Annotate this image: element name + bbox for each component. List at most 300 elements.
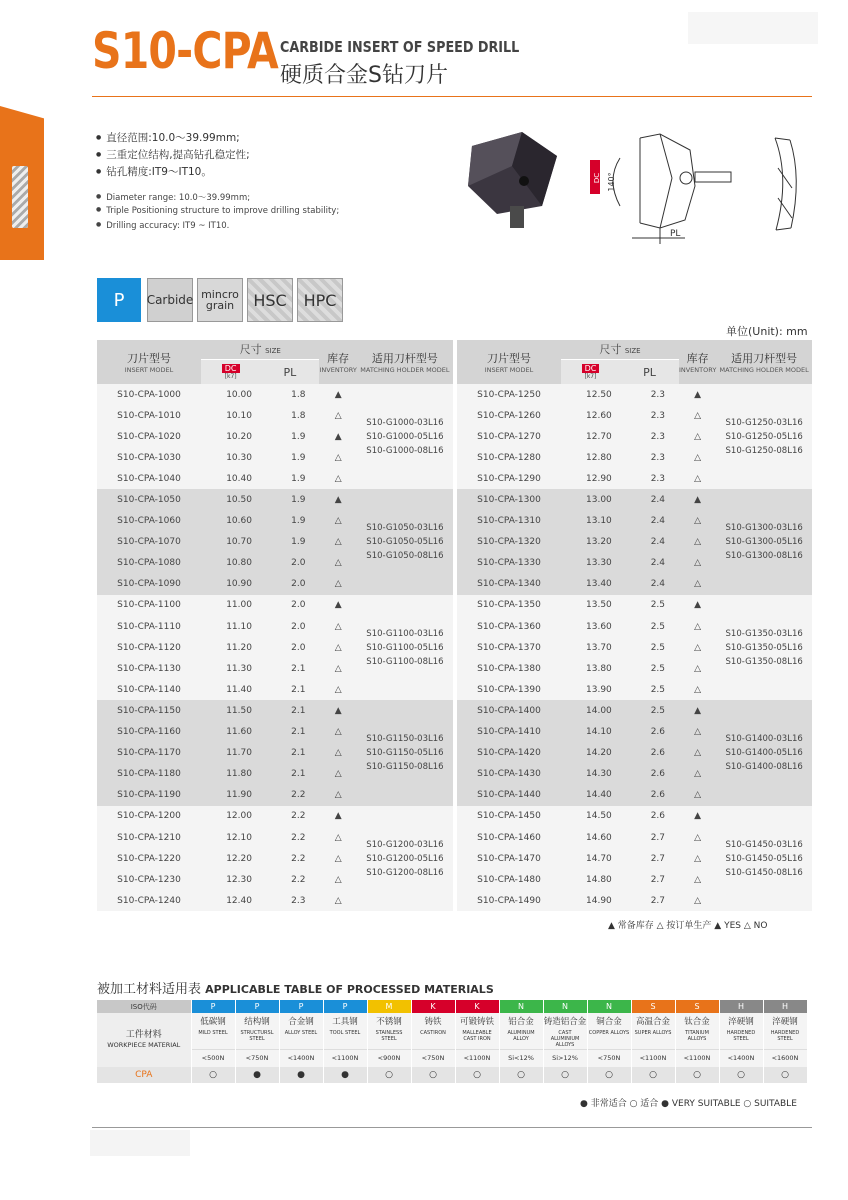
pl-value: 2.1 xyxy=(277,658,319,679)
pl-value: 1.9 xyxy=(277,489,319,510)
materials-title xyxy=(97,978,494,997)
diagram-pl-label: PL xyxy=(670,229,681,239)
material-name: 合金钢 ALLOY STEEL xyxy=(279,1013,323,1049)
pl-value: 2.7 xyxy=(637,848,679,869)
dc-value: 13.10 xyxy=(561,511,637,532)
insert-model: S10-CPA-1180 xyxy=(97,764,201,785)
dc-value: 14.80 xyxy=(561,869,637,890)
feature-en-3: ● Drilling accuracy: IT9 ~ IT10. xyxy=(96,221,229,231)
stock-mark: ▲ xyxy=(319,806,356,827)
material-strength: <1100N xyxy=(323,1049,367,1067)
dc-value: 13.30 xyxy=(561,553,637,574)
dc-value: 14.00 xyxy=(561,700,637,721)
insert-model: S10-CPA-1190 xyxy=(97,785,201,806)
dc-value: 13.70 xyxy=(561,637,637,658)
stock-mark: ▲ xyxy=(679,489,716,510)
badge-p: P xyxy=(97,278,141,322)
dc-value: 14.70 xyxy=(561,848,637,869)
suitability-mark: ○ xyxy=(499,1067,543,1083)
stock-mark: △ xyxy=(319,848,356,869)
material-strength: <1100N xyxy=(675,1049,719,1067)
pl-value: 2.5 xyxy=(637,658,679,679)
material-name: 铜合金 COPPER ALLOYS xyxy=(587,1013,631,1049)
stock-mark: △ xyxy=(679,679,716,700)
pl-value: 2.3 xyxy=(637,468,679,489)
insert-model: S10-CPA-1370 xyxy=(457,637,561,658)
badge-hsc: HSC xyxy=(247,278,293,322)
suitability-mark: ○ xyxy=(631,1067,675,1083)
drill-icon xyxy=(12,166,28,228)
dc-value: 11.30 xyxy=(201,658,277,679)
insert-model: S10-CPA-1260 xyxy=(457,405,561,426)
material-strength: <1100N xyxy=(631,1049,675,1067)
stock-mark: △ xyxy=(679,637,716,658)
holder-models: S10-G1100-03L16 S10-G1100-05L16 S10-G1100-08L16 xyxy=(357,595,453,700)
unit-label: 单位(Unit): mm xyxy=(726,325,808,338)
stock-mark: △ xyxy=(319,658,356,679)
material-strength: <1100N xyxy=(455,1049,499,1067)
stock-mark: ▲ xyxy=(319,595,356,616)
dc-value: 10.40 xyxy=(201,468,277,489)
insert-model: S10-CPA-1230 xyxy=(97,869,201,890)
diagram-angle: 140° xyxy=(607,172,616,192)
insert-model: S10-CPA-1480 xyxy=(457,869,561,890)
pl-value: 2.3 xyxy=(637,405,679,426)
holder-models: S10-G1150-03L16 S10-G1150-05L16 S10-G1150-08L16 xyxy=(357,700,453,805)
suitability-mark: ○ xyxy=(675,1067,719,1083)
dc-value: 13.60 xyxy=(561,616,637,637)
row-label: CPA xyxy=(97,1067,191,1083)
col-size: 尺寸 SIZE DC [k7] PL xyxy=(201,340,319,384)
pl-value: 1.8 xyxy=(277,384,319,405)
pl-value: 2.5 xyxy=(637,700,679,721)
dc-value: 10.60 xyxy=(201,511,277,532)
insert-model: S10-CPA-1390 xyxy=(457,679,561,700)
materials-legend: ● 非常适合 ○ 适合 ● VERY SUITABLE ○ SUITABLE xyxy=(580,1099,797,1109)
dc-value: 10.80 xyxy=(201,553,277,574)
pl-value: 1.9 xyxy=(277,447,319,468)
insert-model: S10-CPA-1270 xyxy=(457,426,561,447)
suitability-mark: ○ xyxy=(191,1067,235,1083)
material-name: 铸造铝合金 CAST ALUMINIUM ALLOYS xyxy=(543,1013,587,1049)
insert-model: S10-CPA-1410 xyxy=(457,722,561,743)
stock-legend: ▲ 常备库存 △ 按订单生产 ▲ YES △ NO xyxy=(608,921,768,931)
stock-mark: △ xyxy=(319,405,356,426)
insert-model: S10-CPA-1430 xyxy=(457,764,561,785)
pl-value: 2.1 xyxy=(277,722,319,743)
insert-model: S10-CPA-1320 xyxy=(457,532,561,553)
iso-code: N xyxy=(499,1000,543,1013)
iso-code: P xyxy=(323,1000,367,1013)
material-name: 不锈钢 STAINLESS STEEL xyxy=(367,1013,411,1049)
stock-mark: ▲ xyxy=(319,489,356,510)
material-name: 高温合金 SUPER ALLOYS xyxy=(631,1013,675,1049)
insert-model: S10-CPA-1490 xyxy=(457,890,561,911)
stock-mark: △ xyxy=(679,869,716,890)
table-row xyxy=(457,384,812,405)
feature-en-1: ● Diameter range: 10.0～39.99mm; xyxy=(96,191,250,203)
title-cn: 硬质合金S钻刀片 xyxy=(280,63,448,88)
iso-code: N xyxy=(587,1000,631,1013)
holder-models: S10-G1400-03L16 S10-G1400-05L16 S10-G1400-08L16 xyxy=(716,700,812,805)
material-name: 淬硬钢 HARDENED STEEL xyxy=(719,1013,763,1049)
header-blank-box xyxy=(688,12,818,44)
stock-mark: △ xyxy=(679,743,716,764)
pl-value: 1.9 xyxy=(277,511,319,532)
pl-value: 1.8 xyxy=(277,405,319,426)
header-rule xyxy=(92,96,812,97)
table-row xyxy=(97,806,453,827)
stock-mark: △ xyxy=(679,827,716,848)
iso-code: P xyxy=(191,1000,235,1013)
diagram-dc-label: DC xyxy=(593,172,601,184)
table-row xyxy=(457,595,812,616)
col-size: 尺寸 SIZE DC [k7] PL xyxy=(561,340,679,384)
stock-mark: △ xyxy=(679,468,716,489)
stock-mark: △ xyxy=(319,785,356,806)
pl-value: 2.4 xyxy=(637,574,679,595)
material-name: 低碳钢 MILD STEEL xyxy=(191,1013,235,1049)
stock-mark: △ xyxy=(679,426,716,447)
footer-blank-box xyxy=(90,1130,190,1156)
insert-model: S10-CPA-1200 xyxy=(97,806,201,827)
suitability-mark: ○ xyxy=(719,1067,763,1083)
materials-table xyxy=(97,1000,808,1083)
col-model: 刀片型号 INSERT MODEL xyxy=(97,340,201,384)
stock-mark: ▲ xyxy=(319,426,356,447)
suitability-mark: ● xyxy=(323,1067,367,1083)
suitability-mark: ○ xyxy=(543,1067,587,1083)
stock-mark: △ xyxy=(319,679,356,700)
stock-mark: ▲ xyxy=(679,595,716,616)
pl-value: 2.6 xyxy=(637,722,679,743)
stock-mark: △ xyxy=(319,447,356,468)
insert-model: S10-CPA-1210 xyxy=(97,827,201,848)
stock-mark: △ xyxy=(319,553,356,574)
suitability-mark: ● xyxy=(279,1067,323,1083)
feature-cn-3: ● 钻孔精度:IT9～IT10。 xyxy=(96,164,212,179)
material-name: 铸铁 CASTIRON xyxy=(411,1013,455,1049)
material-strength: Si>12% xyxy=(543,1049,587,1067)
insert-model: S10-CPA-1100 xyxy=(97,595,201,616)
pl-value: 2.5 xyxy=(637,637,679,658)
dc-value: 12.70 xyxy=(561,426,637,447)
iso-code: M xyxy=(367,1000,411,1013)
insert-model: S10-CPA-1350 xyxy=(457,595,561,616)
material-strength: <750N xyxy=(411,1049,455,1067)
dc-value: 14.40 xyxy=(561,785,637,806)
suitability-mark: ○ xyxy=(367,1067,411,1083)
material-name: 钛合金 TITANIUM ALLOYS xyxy=(675,1013,719,1049)
dc-value: 12.20 xyxy=(201,848,277,869)
feature-en-2: ● Triple Positioning structure to improve drilling stability; xyxy=(96,206,339,216)
col-model: 刀片型号 INSERT MODEL xyxy=(457,340,561,384)
stock-mark: △ xyxy=(679,848,716,869)
pl-value: 2.6 xyxy=(637,764,679,785)
material-strength: <750N xyxy=(235,1049,279,1067)
insert-table-right xyxy=(457,340,812,911)
stock-mark: △ xyxy=(319,764,356,785)
insert-model: S10-CPA-1470 xyxy=(457,848,561,869)
table-row xyxy=(97,384,453,405)
dc-value: 12.90 xyxy=(561,468,637,489)
stock-mark: ▲ xyxy=(679,384,716,405)
dc-value: 14.60 xyxy=(561,827,637,848)
holder-models: S10-G1350-03L16 S10-G1350-05L16 S10-G1350-08L16 xyxy=(716,595,812,700)
material-strength: <900N xyxy=(367,1049,411,1067)
stock-mark: △ xyxy=(679,405,716,426)
table-row xyxy=(97,595,453,616)
dc-value: 10.00 xyxy=(201,384,277,405)
iso-code: H xyxy=(719,1000,763,1013)
dc-value: 11.40 xyxy=(201,679,277,700)
workpiece-label: 工件材料 WORKPIECE MATERIAL xyxy=(97,1013,191,1067)
stock-mark: △ xyxy=(679,511,716,532)
iso-code: S xyxy=(675,1000,719,1013)
insert-model: S10-CPA-1040 xyxy=(97,468,201,489)
dc-value: 13.20 xyxy=(561,532,637,553)
footer-rule xyxy=(92,1127,812,1128)
pl-value: 2.7 xyxy=(637,869,679,890)
dc-value: 11.80 xyxy=(201,764,277,785)
insert-model: S10-CPA-1000 xyxy=(97,384,201,405)
table-row xyxy=(457,700,812,721)
pl-value: 2.0 xyxy=(277,553,319,574)
stock-mark: △ xyxy=(319,616,356,637)
material-strength: <500N xyxy=(191,1049,235,1067)
material-name: 可锻铸铁 MALLEABLE CAST IRON xyxy=(455,1013,499,1049)
iso-label: ISO代码 xyxy=(97,1000,191,1013)
insert-model: S10-CPA-1160 xyxy=(97,722,201,743)
stock-mark: ▲ xyxy=(679,700,716,721)
stock-mark: △ xyxy=(319,890,356,911)
pl-value: 2.5 xyxy=(637,679,679,700)
iso-code: K xyxy=(455,1000,499,1013)
insert-model: S10-CPA-1110 xyxy=(97,616,201,637)
dc-value: 14.50 xyxy=(561,806,637,827)
stock-mark: △ xyxy=(679,532,716,553)
dc-value: 11.10 xyxy=(201,616,277,637)
material-strength: <1400N xyxy=(279,1049,323,1067)
iso-code: P xyxy=(235,1000,279,1013)
insert-model: S10-CPA-1170 xyxy=(97,743,201,764)
iso-code: N xyxy=(543,1000,587,1013)
insert-model: S10-CPA-1150 xyxy=(97,700,201,721)
stock-mark: △ xyxy=(679,574,716,595)
col-holder: 适用刀杆型号 MATCHING HOLDER MODEL xyxy=(357,340,453,384)
pl-value: 2.2 xyxy=(277,848,319,869)
materials-title-cn: 被加工材料适用表 xyxy=(97,982,202,997)
dc-value: 13.50 xyxy=(561,595,637,616)
stock-mark: △ xyxy=(319,532,356,553)
pl-value: 2.0 xyxy=(277,574,319,595)
material-name: 工具钢 TOOL STEEL xyxy=(323,1013,367,1049)
dc-value: 11.20 xyxy=(201,637,277,658)
holder-models: S10-G1050-03L16 S10-G1050-05L16 S10-G1050-08L16 xyxy=(357,489,453,594)
dc-value: 13.00 xyxy=(561,489,637,510)
material-name: 结构钢 STRUCTURSL STEEL xyxy=(235,1013,279,1049)
technical-drawing xyxy=(580,128,820,248)
stock-mark: △ xyxy=(319,468,356,489)
badge-hpc: HPC xyxy=(297,278,343,322)
dc-value: 13.40 xyxy=(561,574,637,595)
insert-model: S10-CPA-1380 xyxy=(457,658,561,679)
suitability-mark: ● xyxy=(235,1067,279,1083)
iso-code: S xyxy=(631,1000,675,1013)
stock-mark: △ xyxy=(319,637,356,658)
dc-value: 11.70 xyxy=(201,743,277,764)
pl-value: 2.2 xyxy=(277,806,319,827)
insert-model: S10-CPA-1070 xyxy=(97,532,201,553)
stock-mark: △ xyxy=(679,764,716,785)
title-en: CARBIDE INSERT OF SPEED DRILL xyxy=(280,38,520,56)
pl-value: 2.7 xyxy=(637,827,679,848)
pl-value: 2.0 xyxy=(277,637,319,658)
stock-mark: △ xyxy=(319,743,356,764)
stock-mark: △ xyxy=(679,447,716,468)
dc-value: 12.00 xyxy=(201,806,277,827)
pl-value: 2.2 xyxy=(277,785,319,806)
pl-value: 2.7 xyxy=(637,890,679,911)
stock-mark: △ xyxy=(679,616,716,637)
stock-mark: △ xyxy=(319,511,356,532)
insert-model: S10-CPA-1120 xyxy=(97,637,201,658)
iso-code: K xyxy=(411,1000,455,1013)
pl-value: 2.1 xyxy=(277,764,319,785)
material-strength: <1400N xyxy=(719,1049,763,1067)
stock-mark: △ xyxy=(679,553,716,574)
stock-mark: ▲ xyxy=(679,806,716,827)
table-row xyxy=(97,700,453,721)
insert-model: S10-CPA-1020 xyxy=(97,426,201,447)
dc-value: 10.50 xyxy=(201,489,277,510)
pl-value: 2.4 xyxy=(637,511,679,532)
insert-model: S10-CPA-1450 xyxy=(457,806,561,827)
badge-carbide: Carbide xyxy=(147,278,193,322)
material-strength: Si<12% xyxy=(499,1049,543,1067)
insert-model: S10-CPA-1050 xyxy=(97,489,201,510)
pl-value: 1.9 xyxy=(277,468,319,489)
insert-model: S10-CPA-1300 xyxy=(457,489,561,510)
material-name: 淬硬钢 HARDENED STEEL xyxy=(763,1013,807,1049)
stock-mark: △ xyxy=(319,722,356,743)
insert-photo xyxy=(462,126,562,236)
insert-table-left xyxy=(97,340,453,911)
insert-model: S10-CPA-1080 xyxy=(97,553,201,574)
insert-model: S10-CPA-1420 xyxy=(457,743,561,764)
pl-value: 2.2 xyxy=(277,827,319,848)
insert-model: S10-CPA-1400 xyxy=(457,700,561,721)
dc-value: 10.90 xyxy=(201,574,277,595)
insert-model: S10-CPA-1140 xyxy=(97,679,201,700)
pl-value: 2.6 xyxy=(637,785,679,806)
dc-value: 14.30 xyxy=(561,764,637,785)
pl-value: 2.6 xyxy=(637,743,679,764)
pl-value: 2.0 xyxy=(277,616,319,637)
suitability-mark: ○ xyxy=(587,1067,631,1083)
suitability-mark: ○ xyxy=(411,1067,455,1083)
feature-cn-1: ● 直径范围:10.0～39.99mm; xyxy=(96,130,240,145)
insert-model: S10-CPA-1010 xyxy=(97,405,201,426)
pl-value: 2.5 xyxy=(637,595,679,616)
stock-mark: △ xyxy=(319,827,356,848)
insert-model: S10-CPA-1280 xyxy=(457,447,561,468)
feature-cn-2: ● 三重定位结构,提高钻孔稳定性; xyxy=(96,147,250,162)
col-stock: 库存 INVENTORY xyxy=(319,340,356,384)
iso-code: P xyxy=(279,1000,323,1013)
table-row xyxy=(457,489,812,510)
materials-title-en: APPLICABLE TABLE OF PROCESSED MATERIALS xyxy=(205,983,494,996)
dc-value: 14.10 xyxy=(561,722,637,743)
dc-value: 11.00 xyxy=(201,595,277,616)
pl-value: 2.5 xyxy=(637,616,679,637)
dc-value: 11.90 xyxy=(201,785,277,806)
pl-value: 2.3 xyxy=(637,426,679,447)
dc-value: 10.30 xyxy=(201,447,277,468)
dc-value: 11.60 xyxy=(201,722,277,743)
stock-mark: ▲ xyxy=(319,700,356,721)
material-name: 铝合金 ALUMINUM ALLOY xyxy=(499,1013,543,1049)
insert-model: S10-CPA-1290 xyxy=(457,468,561,489)
insert-model: S10-CPA-1340 xyxy=(457,574,561,595)
iso-code: H xyxy=(763,1000,807,1013)
pl-value: 2.3 xyxy=(637,447,679,468)
pl-value: 2.4 xyxy=(637,532,679,553)
insert-model: S10-CPA-1360 xyxy=(457,616,561,637)
stock-mark: △ xyxy=(679,890,716,911)
page-title: S10-CPA xyxy=(92,22,278,80)
dc-value: 12.10 xyxy=(201,827,277,848)
stock-mark: △ xyxy=(319,869,356,890)
dc-value: 11.50 xyxy=(201,700,277,721)
holder-models: S10-G1000-03L16 S10-G1000-05L16 S10-G1000-08L16 xyxy=(357,384,453,489)
col-holder: 适用刀杆型号 MATCHING HOLDER MODEL xyxy=(716,340,812,384)
pl-value: 2.4 xyxy=(637,489,679,510)
pl-value: 2.2 xyxy=(277,869,319,890)
holder-models: S10-G1250-03L16 S10-G1250-05L16 S10-G1250-08L16 xyxy=(716,384,812,489)
dc-value: 12.40 xyxy=(201,890,277,911)
insert-model: S10-CPA-1330 xyxy=(457,553,561,574)
suitability-mark: ○ xyxy=(455,1067,499,1083)
holder-models: S10-G1450-03L16 S10-G1450-05L16 S10-G1450-08L16 xyxy=(716,806,812,911)
dc-value: 12.30 xyxy=(201,869,277,890)
col-stock: 库存 INVENTORY xyxy=(679,340,716,384)
pl-value: 2.3 xyxy=(637,384,679,405)
insert-model: S10-CPA-1030 xyxy=(97,447,201,468)
pl-value: 2.3 xyxy=(277,890,319,911)
stock-mark: △ xyxy=(319,574,356,595)
dc-value: 12.80 xyxy=(561,447,637,468)
dc-value: 14.20 xyxy=(561,743,637,764)
insert-model: S10-CPA-1310 xyxy=(457,511,561,532)
table-row xyxy=(97,489,453,510)
stock-mark: △ xyxy=(679,785,716,806)
pl-value: 2.1 xyxy=(277,700,319,721)
holder-models: S10-G1200-03L16 S10-G1200-05L16 S10-G1200-08L16 xyxy=(357,806,453,911)
insert-model: S10-CPA-1090 xyxy=(97,574,201,595)
suitability-mark: ○ xyxy=(763,1067,807,1083)
badge-micro-grain: mincro grain xyxy=(197,278,243,322)
stock-mark: ▲ xyxy=(319,384,356,405)
insert-model: S10-CPA-1060 xyxy=(97,511,201,532)
pl-value: 2.1 xyxy=(277,743,319,764)
pl-value: 2.4 xyxy=(637,553,679,574)
dc-value: 10.20 xyxy=(201,426,277,447)
material-strength: <750N xyxy=(587,1049,631,1067)
stock-mark: △ xyxy=(679,722,716,743)
insert-model: S10-CPA-1240 xyxy=(97,890,201,911)
stock-mark: △ xyxy=(679,658,716,679)
